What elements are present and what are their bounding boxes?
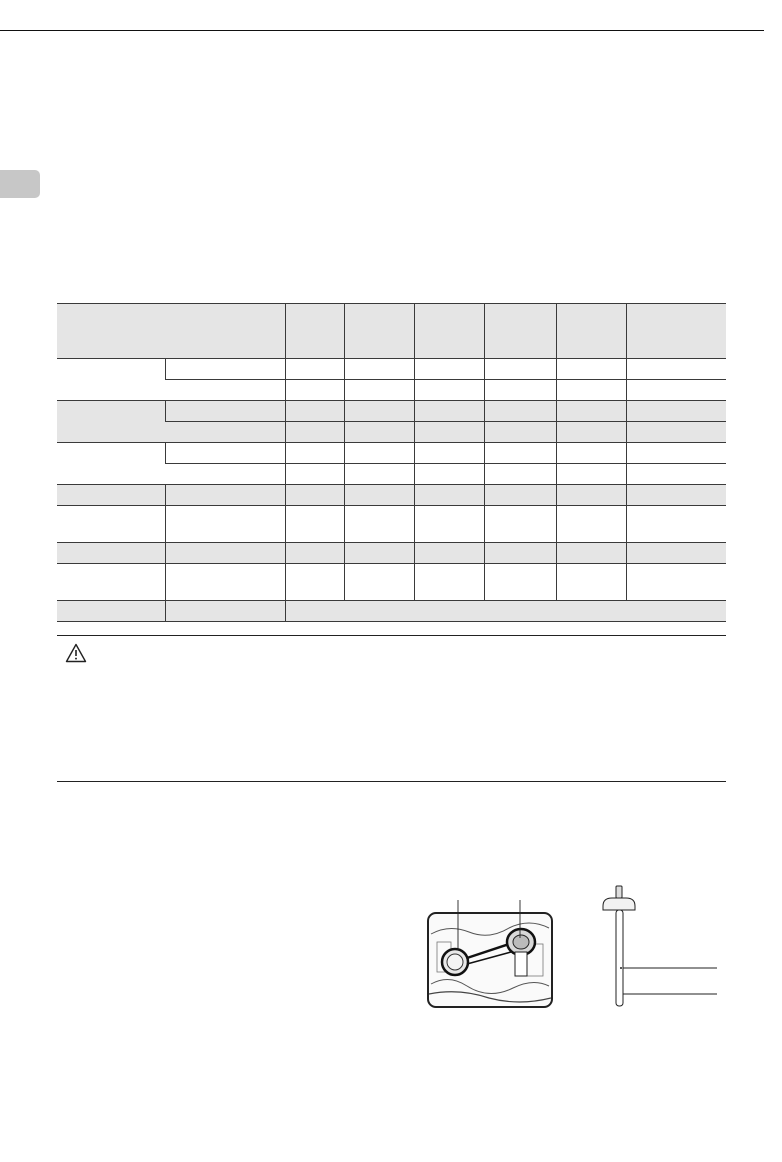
table-cell [556, 543, 626, 564]
table-cell [414, 543, 484, 564]
table-cell [626, 401, 726, 422]
table-cell [626, 506, 726, 543]
table-group-cell [57, 359, 165, 401]
table-row [57, 601, 726, 622]
table-cell [414, 422, 484, 443]
table-cell [165, 601, 285, 622]
table-cell [484, 543, 556, 564]
table-header-cell [285, 304, 344, 359]
table-cell [285, 422, 344, 443]
table-cell [285, 543, 344, 564]
table-cell [626, 543, 726, 564]
table-row [57, 443, 726, 464]
table-cell [344, 485, 414, 506]
table-cell [414, 443, 484, 464]
figure-callouts [400, 880, 740, 1020]
table-cell [344, 543, 414, 564]
table-cell [285, 401, 344, 422]
warning-notice [57, 635, 726, 782]
table-cell [484, 485, 556, 506]
table-cell [626, 443, 726, 464]
table-cell [165, 506, 285, 543]
table-header-cell [556, 304, 626, 359]
table-cell [484, 401, 556, 422]
table-cell [285, 506, 344, 543]
page-header [0, 0, 782, 44]
table-group-cell [57, 401, 165, 443]
table-cell [556, 506, 626, 543]
table-cell [165, 359, 285, 380]
table-cell [165, 564, 285, 601]
table-cell [484, 464, 556, 485]
table-header-cell [484, 304, 556, 359]
table-cell [57, 564, 165, 601]
table-cell [484, 359, 556, 380]
table-cell [165, 485, 285, 506]
table-cell [556, 401, 626, 422]
table-header-cell [414, 304, 484, 359]
table-row [57, 359, 726, 380]
table-cell [626, 422, 726, 443]
table-cell [414, 564, 484, 601]
table-cell [484, 443, 556, 464]
table-cell [556, 359, 626, 380]
table-cell [414, 380, 484, 401]
table-cell [344, 443, 414, 464]
table-cell [285, 485, 344, 506]
table-cell [484, 506, 556, 543]
table-cell [414, 506, 484, 543]
table-cell [285, 564, 344, 601]
table-cell [414, 359, 484, 380]
table-cell [344, 564, 414, 601]
table-header-row [57, 304, 726, 359]
table-cell [626, 564, 726, 601]
table-cell [556, 564, 626, 601]
table-cell [626, 464, 726, 485]
table-cell [285, 443, 344, 464]
table-cell [556, 485, 626, 506]
table-cell [414, 485, 484, 506]
fuel-dipstick-icon [603, 886, 635, 1006]
header-rule [0, 30, 764, 31]
table-cell [556, 443, 626, 464]
table-cell [165, 443, 285, 464]
table-row [57, 485, 726, 506]
table-cell [484, 564, 556, 601]
table-row [57, 401, 726, 422]
table-cell [57, 485, 165, 506]
table-merged-cell [285, 601, 726, 622]
table-cell [165, 380, 285, 401]
table-cell [57, 506, 165, 543]
maintenance-table [57, 303, 726, 622]
table-row [57, 543, 726, 564]
table-cell [626, 359, 726, 380]
table-cell [556, 380, 626, 401]
table-cell [344, 359, 414, 380]
table-cell [344, 506, 414, 543]
table-cell [165, 422, 285, 443]
page-number [764, 0, 782, 44]
table-cell [344, 401, 414, 422]
table-cell [285, 380, 344, 401]
table-cell [626, 485, 726, 506]
table-cell [626, 380, 726, 401]
table-cell [484, 422, 556, 443]
table-cell [165, 543, 285, 564]
table-row [57, 564, 726, 601]
warning-triangle-icon [65, 643, 87, 663]
table-cell [484, 380, 556, 401]
table-header-cell [344, 304, 414, 359]
table-cell [556, 464, 626, 485]
table-cell [285, 359, 344, 380]
table-header-cell [57, 304, 285, 359]
table-cell [57, 601, 165, 622]
table-cell [165, 464, 285, 485]
table-cell [414, 401, 484, 422]
table-cell [285, 464, 344, 485]
table-group-cell [57, 443, 165, 485]
table-cell [57, 543, 165, 564]
table-row [57, 506, 726, 543]
table-cell [165, 401, 285, 422]
table-cell [344, 422, 414, 443]
language-tab [0, 170, 40, 198]
table-cell [556, 422, 626, 443]
table-cell [414, 464, 484, 485]
table-cell [344, 464, 414, 485]
table-cell [344, 380, 414, 401]
table-header-cell [626, 304, 726, 359]
